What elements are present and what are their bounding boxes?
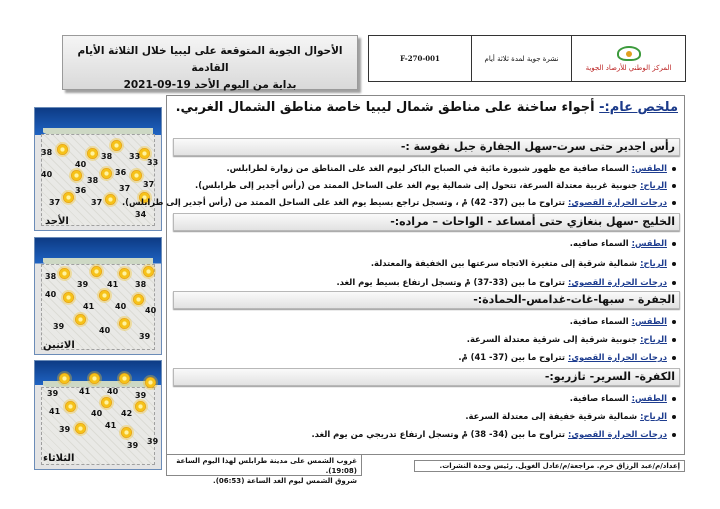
map-day-label: الاثنين	[43, 340, 75, 351]
forecast-map-sunday	[34, 107, 162, 231]
forecast-row: الطقس: السماء صافية.	[570, 392, 676, 404]
temp-label: 40	[115, 302, 127, 311]
sunny-icon	[101, 397, 112, 408]
forecast-map-tuesday	[34, 360, 162, 470]
sunny-icon	[75, 423, 86, 434]
document-code: F-270-001	[400, 54, 440, 63]
forecast-row: الطقس: السماء صافية.	[570, 315, 676, 327]
title-line-1: الأحوال الجوية المتوقعة على ليبيا خلال الثلاثة الأيام القادمة	[77, 45, 343, 74]
temp-label: 38	[135, 280, 147, 289]
sunny-icon	[99, 290, 110, 301]
forecast-row: الرياح: شمالية شرقية خفيفة إلى معتدلة السرعة.	[465, 410, 676, 422]
temp-label: 40	[41, 170, 53, 179]
temp-label: 41	[49, 407, 61, 416]
met-center-logo-icon	[617, 46, 641, 61]
summary-label: ملخص عام:-	[599, 100, 678, 115]
section-header-south: الجفرة – سبها-غات-غدامس-الحمادة:-	[173, 291, 680, 309]
forecast-row: الطقس: السماء صافيه.	[570, 237, 676, 249]
prepared-by: إعداد/م/عبد الرزاق خرم. مراجعة/م/عادل الغويل. رئيس وحدة النشرات.	[414, 460, 685, 472]
temp-label: 39	[135, 391, 147, 400]
temp-label: 41	[105, 421, 117, 430]
sunset-time: غروب الشمس على مدينة طرابلس لهذا اليوم الساعة (19:08).	[176, 457, 357, 475]
temp-label: 37	[49, 198, 61, 207]
temp-label: 40	[107, 387, 119, 396]
sunny-icon	[143, 266, 154, 277]
temp-label: 36	[75, 186, 87, 195]
forecast-row: الرياح: جنوبية غربية معتدلة السرعة، تتحول إلى شمالية يوم الغد على الساحل الممتد من (رأس أجدير إلى طرابلس).	[195, 179, 676, 191]
sunny-icon	[63, 292, 74, 303]
bullet-icon	[672, 201, 676, 205]
forecast-map-monday	[34, 237, 162, 355]
organization-cell	[571, 36, 685, 81]
temp-label: 33	[147, 158, 159, 167]
sunny-icon	[59, 373, 70, 384]
forecast-row: درجات الحرارة القصوى: تتراوح ما بين (34- 38) مْ وتسجل ارتفاع تدريجي من يوم الغد.	[311, 428, 676, 440]
temp-label: 37	[91, 198, 103, 207]
sunny-icon	[105, 194, 116, 205]
sunny-icon	[119, 373, 130, 384]
temp-label: 40	[75, 160, 87, 169]
bullet-icon	[672, 397, 676, 401]
bullet-icon	[672, 242, 676, 246]
libya-region	[41, 264, 155, 350]
temp-label: 41	[79, 387, 91, 396]
temp-label: 33	[129, 152, 141, 161]
sunny-icon	[121, 427, 132, 438]
temp-label: 39	[53, 322, 65, 331]
temp-label: 41	[107, 280, 119, 289]
forecast-row: درجات الحرارة القصوى: تتراوح ما بين (33-37) مْ وتسجل ارتفاع بسيط يوم الغد.	[336, 276, 676, 288]
bulletin-type: نشرة جوية لمدة ثلاثة أيام	[471, 36, 571, 81]
bullet-icon	[672, 167, 676, 171]
temp-label: 37	[143, 180, 155, 189]
sunny-icon	[63, 192, 74, 203]
temp-label: 39	[47, 389, 59, 398]
bullet-icon	[672, 415, 676, 419]
organization-name: المركز الوطني للأرصاد الجوية	[585, 63, 672, 72]
bullet-icon	[672, 356, 676, 360]
map-day-label: الأحد	[45, 216, 69, 227]
temp-label: 40	[45, 290, 57, 299]
sunny-icon	[57, 144, 68, 155]
forecast-row: درجات الحرارة القصوى: تتراوح ما بين (37- 42) مْ ، وتسجل تراجع بسيط يوم الغد على الساحل الممتد من (رأس أجدير إلى طرابلس).	[122, 196, 676, 208]
sunny-icon	[65, 401, 76, 412]
temp-label: 38	[87, 176, 99, 185]
document-header-table	[368, 35, 686, 82]
sunny-icon	[71, 170, 82, 181]
forecast-row: درجات الحرارة القصوى: تتراوح ما بين (37- 41) مْ.	[458, 351, 676, 363]
temp-label: 38	[101, 152, 113, 161]
section-header-northeast: الخليج -سهل بنغازي حتى أمساعد - الواحات – مراده:-	[173, 213, 680, 231]
bullet-icon	[672, 262, 676, 266]
temp-label: 40	[99, 326, 111, 335]
temp-label: 38	[45, 272, 57, 281]
forecast-row: الطقس: السماء صافية مع ظهور شبورة مائية في الصباح الباكر ليوم الغد على المناطق من زوارة لطرابلس.	[227, 162, 677, 174]
temp-label: 41	[83, 302, 95, 311]
sunny-icon	[119, 318, 130, 329]
sunny-icon	[145, 377, 156, 388]
temp-label: 36	[115, 168, 127, 177]
temp-label: 34	[135, 210, 147, 219]
temp-label: 42	[121, 409, 133, 418]
sunny-icon	[111, 140, 122, 151]
temp-label: 39	[59, 425, 71, 434]
bullet-icon	[672, 184, 676, 188]
temp-label: 40	[91, 409, 103, 418]
sunny-icon	[131, 170, 142, 181]
bullet-icon	[672, 281, 676, 285]
temp-label: 39	[127, 441, 139, 450]
bullet-icon	[672, 433, 676, 437]
temp-label: 39	[139, 332, 151, 341]
forecast-row: الرياح: شمالية شرقية إلى متغيرة الاتجاه سرعتها بين الخفيفة والمعتدلة.	[371, 257, 676, 269]
bulletin-title-box	[62, 35, 358, 90]
sunny-icon	[91, 266, 102, 277]
sunny-icon	[101, 168, 112, 179]
sunny-icon	[135, 401, 146, 412]
bullet-icon	[672, 320, 676, 324]
forecast-row: الرياح: جنوبية شرقية إلى شرقية معتدلة السرعة.	[467, 333, 676, 345]
temp-label: 39	[147, 437, 159, 446]
sunny-icon	[119, 268, 130, 279]
temp-label: 37	[119, 184, 131, 193]
section-header-southeast: الكفرة- السرير- تازربو:-	[173, 368, 680, 386]
sunny-icon	[59, 268, 70, 279]
title-line-2: بداية من اليوم الأحد 19-09-2021	[123, 79, 297, 91]
sun-times-box	[166, 454, 362, 485]
temp-label: 38	[41, 148, 53, 157]
temp-label: 39	[77, 280, 89, 289]
section-header-northwest: رأس اجدير حتى سرت-سهل الجفارة جبل نفوسة :-	[173, 138, 680, 156]
temp-label: 40	[145, 306, 157, 315]
sunny-icon	[133, 294, 144, 305]
sunny-icon	[75, 314, 86, 325]
summary-text: أجواء ساخنة على مناطق شمال ليبيا خاصة مناطق الشمال الغربي.	[175, 100, 595, 115]
map-day-label: الثلاثاء	[43, 453, 75, 464]
bullet-icon	[672, 338, 676, 342]
sunrise-time: شروق الشمس ليوم الغد الساعة (06:53).	[213, 477, 357, 485]
sunny-icon	[89, 373, 100, 384]
general-summary	[176, 100, 678, 115]
sunny-icon	[87, 148, 98, 159]
